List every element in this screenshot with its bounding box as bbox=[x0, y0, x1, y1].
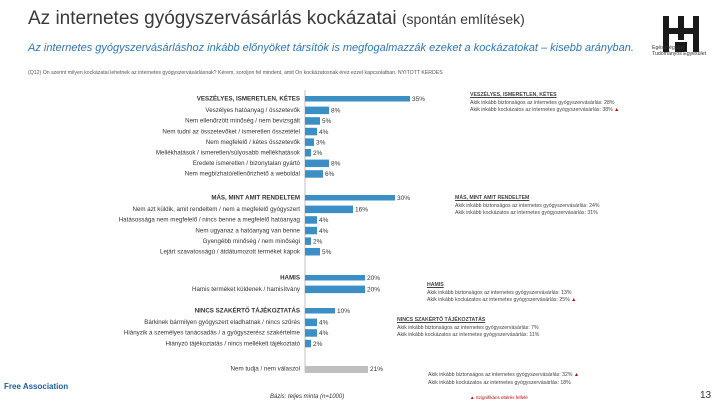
comment-text: Akik inkább biztonságos az internetes gyógyszervásárlás: 13% bbox=[427, 289, 572, 296]
question-text: (Q12) Ön szerint milyen kockázatai lehetnek az internetes gyógyszervásárlásnak? Kérem, soroljon fel mindent, amit Ön kockázatosnak érez ezzel kapcsolatban. NYITOTT KÉRDÉS bbox=[28, 70, 443, 76]
group-value-label: 35% bbox=[412, 96, 426, 103]
item-bar bbox=[305, 128, 317, 136]
comment-text: Akik inkább biztonságos az internetes gyógyszervásárlás: 28% bbox=[470, 99, 615, 106]
item-value-label: 20% bbox=[367, 286, 381, 294]
item-label: Nem ellenőrzött minőség / nem bevizsgált bbox=[185, 117, 300, 125]
comment-heading: VESZÉLYES, ISMERETLEN, KÉTES bbox=[470, 92, 557, 98]
comment-text: Akik inkább kockázatos az internetes gyógyszervásárlás: 31% bbox=[455, 210, 598, 216]
item-label: Hiányzó tájékoztatás / nincs mellékelt tájékoztató bbox=[165, 340, 300, 348]
item-value-label: 4% bbox=[319, 330, 329, 338]
item-value-label: 4% bbox=[319, 319, 329, 327]
item-label: Mellékhatások / ismeretlen/súlyosabb mellékhatások bbox=[155, 149, 300, 157]
item-value-label: 5% bbox=[322, 249, 332, 256]
comment-line bbox=[427, 290, 576, 298]
significance-legend-label: Szignifikáns eltérés felfelé bbox=[475, 395, 528, 400]
item-value-label: 2% bbox=[313, 150, 323, 157]
group-label: VESZÉLYES, ISMERETLEN, KÉTES bbox=[196, 95, 300, 103]
item-label: Lejárt szavatosságú / átdátumozott terméket kapok bbox=[160, 248, 300, 256]
comment-heading: HAMIS bbox=[427, 282, 444, 288]
arrow-up-icon: ▲ bbox=[572, 372, 580, 378]
item-value-label: 4% bbox=[319, 217, 329, 225]
item-bar bbox=[305, 160, 329, 168]
comment-line bbox=[470, 107, 619, 115]
page-number: 13 bbox=[700, 390, 712, 401]
item-bar bbox=[305, 117, 320, 125]
group-value-label: 10% bbox=[337, 308, 351, 315]
comment-line bbox=[455, 210, 599, 218]
comment-text: Akik inkább kockázatos az internetes gyógyszervásárlás: 18% bbox=[428, 379, 571, 386]
comment-line bbox=[428, 380, 579, 388]
item-bar bbox=[305, 170, 323, 178]
item-value-label: 6% bbox=[325, 171, 335, 179]
item-value-label: 2% bbox=[313, 340, 323, 348]
comment-line bbox=[397, 325, 539, 333]
item-label: Hiányzik a személyes tanácsadás / a gyógyszerész szakértelme bbox=[123, 329, 300, 337]
group-label: MÁS, MINT AMIT RENDELTEM bbox=[211, 194, 300, 202]
item-bar bbox=[305, 138, 314, 146]
comment-text: Akik inkább biztonságos az internetes gyógyszervásárlás: 24% bbox=[455, 202, 600, 209]
item-bar bbox=[305, 286, 365, 294]
group-label: Nem tudja / nem válaszol bbox=[230, 365, 300, 373]
group-label: HAMIS bbox=[280, 274, 300, 282]
comment-line bbox=[470, 100, 619, 108]
item-bar bbox=[305, 206, 353, 214]
arrow-up-icon: ▲ bbox=[612, 107, 620, 113]
segment-comment bbox=[427, 282, 576, 305]
item-value-label: 16% bbox=[355, 206, 369, 214]
item-value-label: 5% bbox=[322, 118, 332, 126]
item-bar bbox=[305, 248, 320, 256]
segment-comment bbox=[428, 372, 579, 387]
comment-text: Akik inkább biztonságos az internetes gyógyszervásárlás: 32% bbox=[428, 372, 573, 378]
group-bar bbox=[305, 275, 365, 281]
title-main: Az internetes gyógyszervásárlás kockázatai bbox=[28, 8, 397, 29]
item-label: Nem azt küldik, amit rendeltem / nem a megfelelő gyógyszert bbox=[132, 206, 300, 214]
item-bar bbox=[305, 319, 317, 327]
item-label: Bárkinek bármilyen gyógyszert eladhatnak / nincs szűrés bbox=[144, 319, 300, 327]
item-label: Nem megbízható/ellenőrizhető a weboldal bbox=[184, 170, 300, 178]
item-bar bbox=[305, 227, 317, 235]
arrow-up-icon: ▲ bbox=[569, 297, 577, 303]
item-label: Gyengébb minőség / nem minőségi bbox=[202, 237, 300, 245]
comment-text: Akik inkább kockázatos az internetes gyógyszervásárlás: 25% bbox=[427, 297, 570, 303]
brand-logo: Free Association bbox=[4, 382, 69, 391]
group-value-label: 30% bbox=[397, 195, 411, 202]
page-subtitle: Az internetes gyógyszervásárláshoz inkább előnyöket társítók is megfogalmazzák ezeket a kockázatokat – kisebb arányban. bbox=[28, 42, 634, 54]
item-bar bbox=[305, 237, 311, 245]
group-bar bbox=[305, 308, 335, 314]
item-value-label: 3% bbox=[316, 139, 326, 147]
group-bar bbox=[305, 96, 410, 102]
comment-line bbox=[397, 332, 539, 340]
item-label: Nem tudni az összetevőket / ismeretlen összetétel bbox=[162, 128, 300, 136]
item-value-label: 8% bbox=[331, 160, 341, 168]
title-paren: (spontán említések) bbox=[401, 11, 525, 27]
group-value-label: 20% bbox=[367, 275, 381, 282]
item-bar bbox=[305, 216, 317, 224]
comment-text: Akik inkább kockázatos az internetes gyógyszervásárlás: 11% bbox=[397, 332, 540, 338]
item-label: Nem ugyanaz a hatóanyag van benne bbox=[195, 227, 300, 235]
group-value-label: 21% bbox=[370, 366, 384, 373]
item-bar bbox=[305, 107, 329, 115]
segment-comment bbox=[397, 317, 539, 340]
segment-comment bbox=[470, 92, 619, 115]
comment-text: Akik inkább biztonságos az internetes gyógyszervásárlás: 7% bbox=[397, 324, 539, 331]
group-label: NINCS SZAKÉRTŐ TÁJÉKOZTATÁS bbox=[194, 307, 300, 315]
item-label: Veszélyes hatóanyag / összetevők bbox=[205, 107, 300, 115]
comment-line bbox=[427, 297, 576, 305]
comment-line bbox=[455, 203, 599, 211]
item-label: Nem megfelelő / kétes összetevők bbox=[205, 138, 300, 146]
comment-heading: MÁS, MINT AMIT RENDELTEM bbox=[455, 195, 530, 201]
base-note: Bázis: teljes minta (n=1000) bbox=[270, 394, 345, 400]
segment-comment bbox=[455, 195, 599, 218]
comment-heading: NINCS SZAKÉRTŐ TÁJÉKOZTATÁS bbox=[397, 317, 486, 323]
item-bar bbox=[305, 340, 311, 348]
significance-legend bbox=[470, 395, 528, 400]
logo-text: Egészségügyi Tudományos Egyesület bbox=[652, 45, 707, 57]
comment-text: Akik inkább kockázatos az internetes gyógyszervásárlás: 38% bbox=[470, 107, 613, 113]
comment-line bbox=[428, 372, 579, 380]
item-label: Hatásossága nem megfelelő / nincs benne a megfelelő hatóanyag bbox=[118, 216, 300, 224]
group-bar bbox=[305, 195, 395, 201]
item-label: Eredete ismeretlen / bizonytalan gyártó bbox=[192, 160, 300, 168]
item-label: Hamis terméket küldenek / hamisítvány bbox=[192, 286, 300, 294]
item-bar bbox=[305, 329, 317, 337]
item-value-label: 4% bbox=[319, 227, 329, 235]
item-bar bbox=[305, 149, 311, 157]
item-value-label: 8% bbox=[331, 107, 341, 115]
item-value-label: 4% bbox=[319, 128, 329, 136]
item-value-label: 2% bbox=[313, 238, 323, 246]
arrow-up-icon: ▲ bbox=[470, 395, 475, 400]
group-bar bbox=[305, 366, 368, 373]
